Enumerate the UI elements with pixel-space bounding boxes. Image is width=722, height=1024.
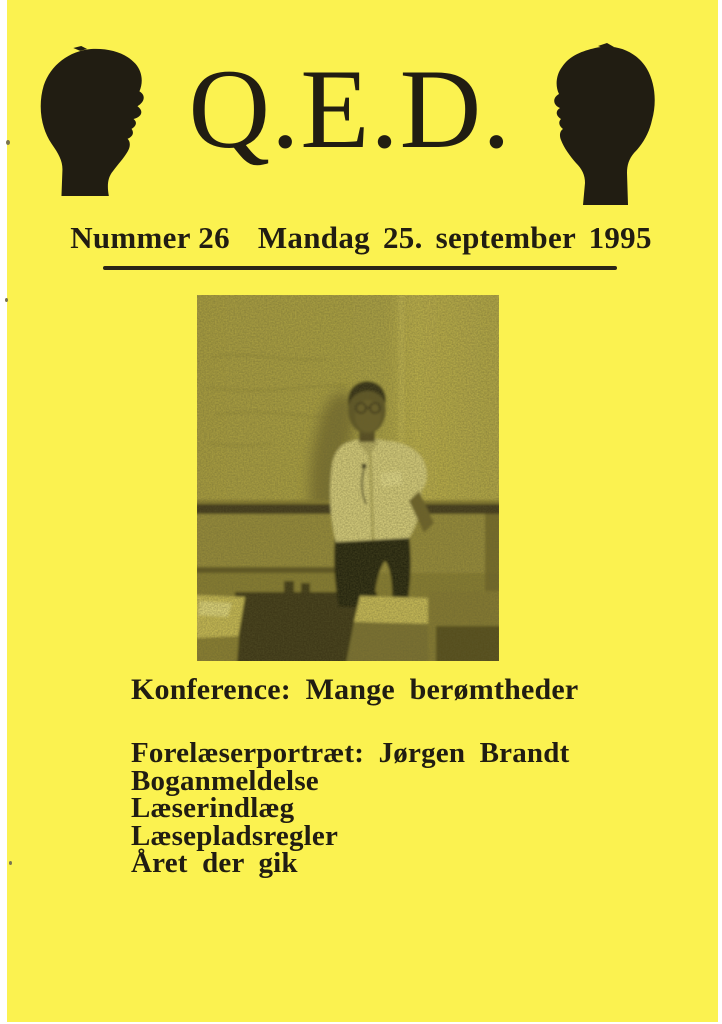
- divider-rule: [103, 266, 617, 270]
- contents-item: Forelæserportræt: Jørgen Brandt: [131, 737, 570, 769]
- issue-line: [0, 220, 722, 256]
- contents-list: [131, 737, 671, 879]
- scan-speck: [9, 861, 12, 865]
- contents-item: Læsepladsregler: [131, 819, 339, 852]
- contents-item: Boganmeldelse: [131, 764, 319, 797]
- contents-item: Læserindlæg: [131, 792, 295, 824]
- magazine-title: Q.E.D.: [188, 47, 512, 172]
- cover-photo: [197, 295, 499, 661]
- contents-item: Året der gik: [131, 847, 298, 879]
- contents-block: [131, 675, 671, 878]
- scan-speck: [5, 298, 8, 302]
- issue-number: Nummer 26: [70, 220, 230, 255]
- profile-silhouette-right-icon: [543, 42, 657, 205]
- issue-date: Mandag 25. september 1995: [257, 220, 652, 255]
- contents-headline: Konference: Mange berømtheder: [131, 673, 579, 706]
